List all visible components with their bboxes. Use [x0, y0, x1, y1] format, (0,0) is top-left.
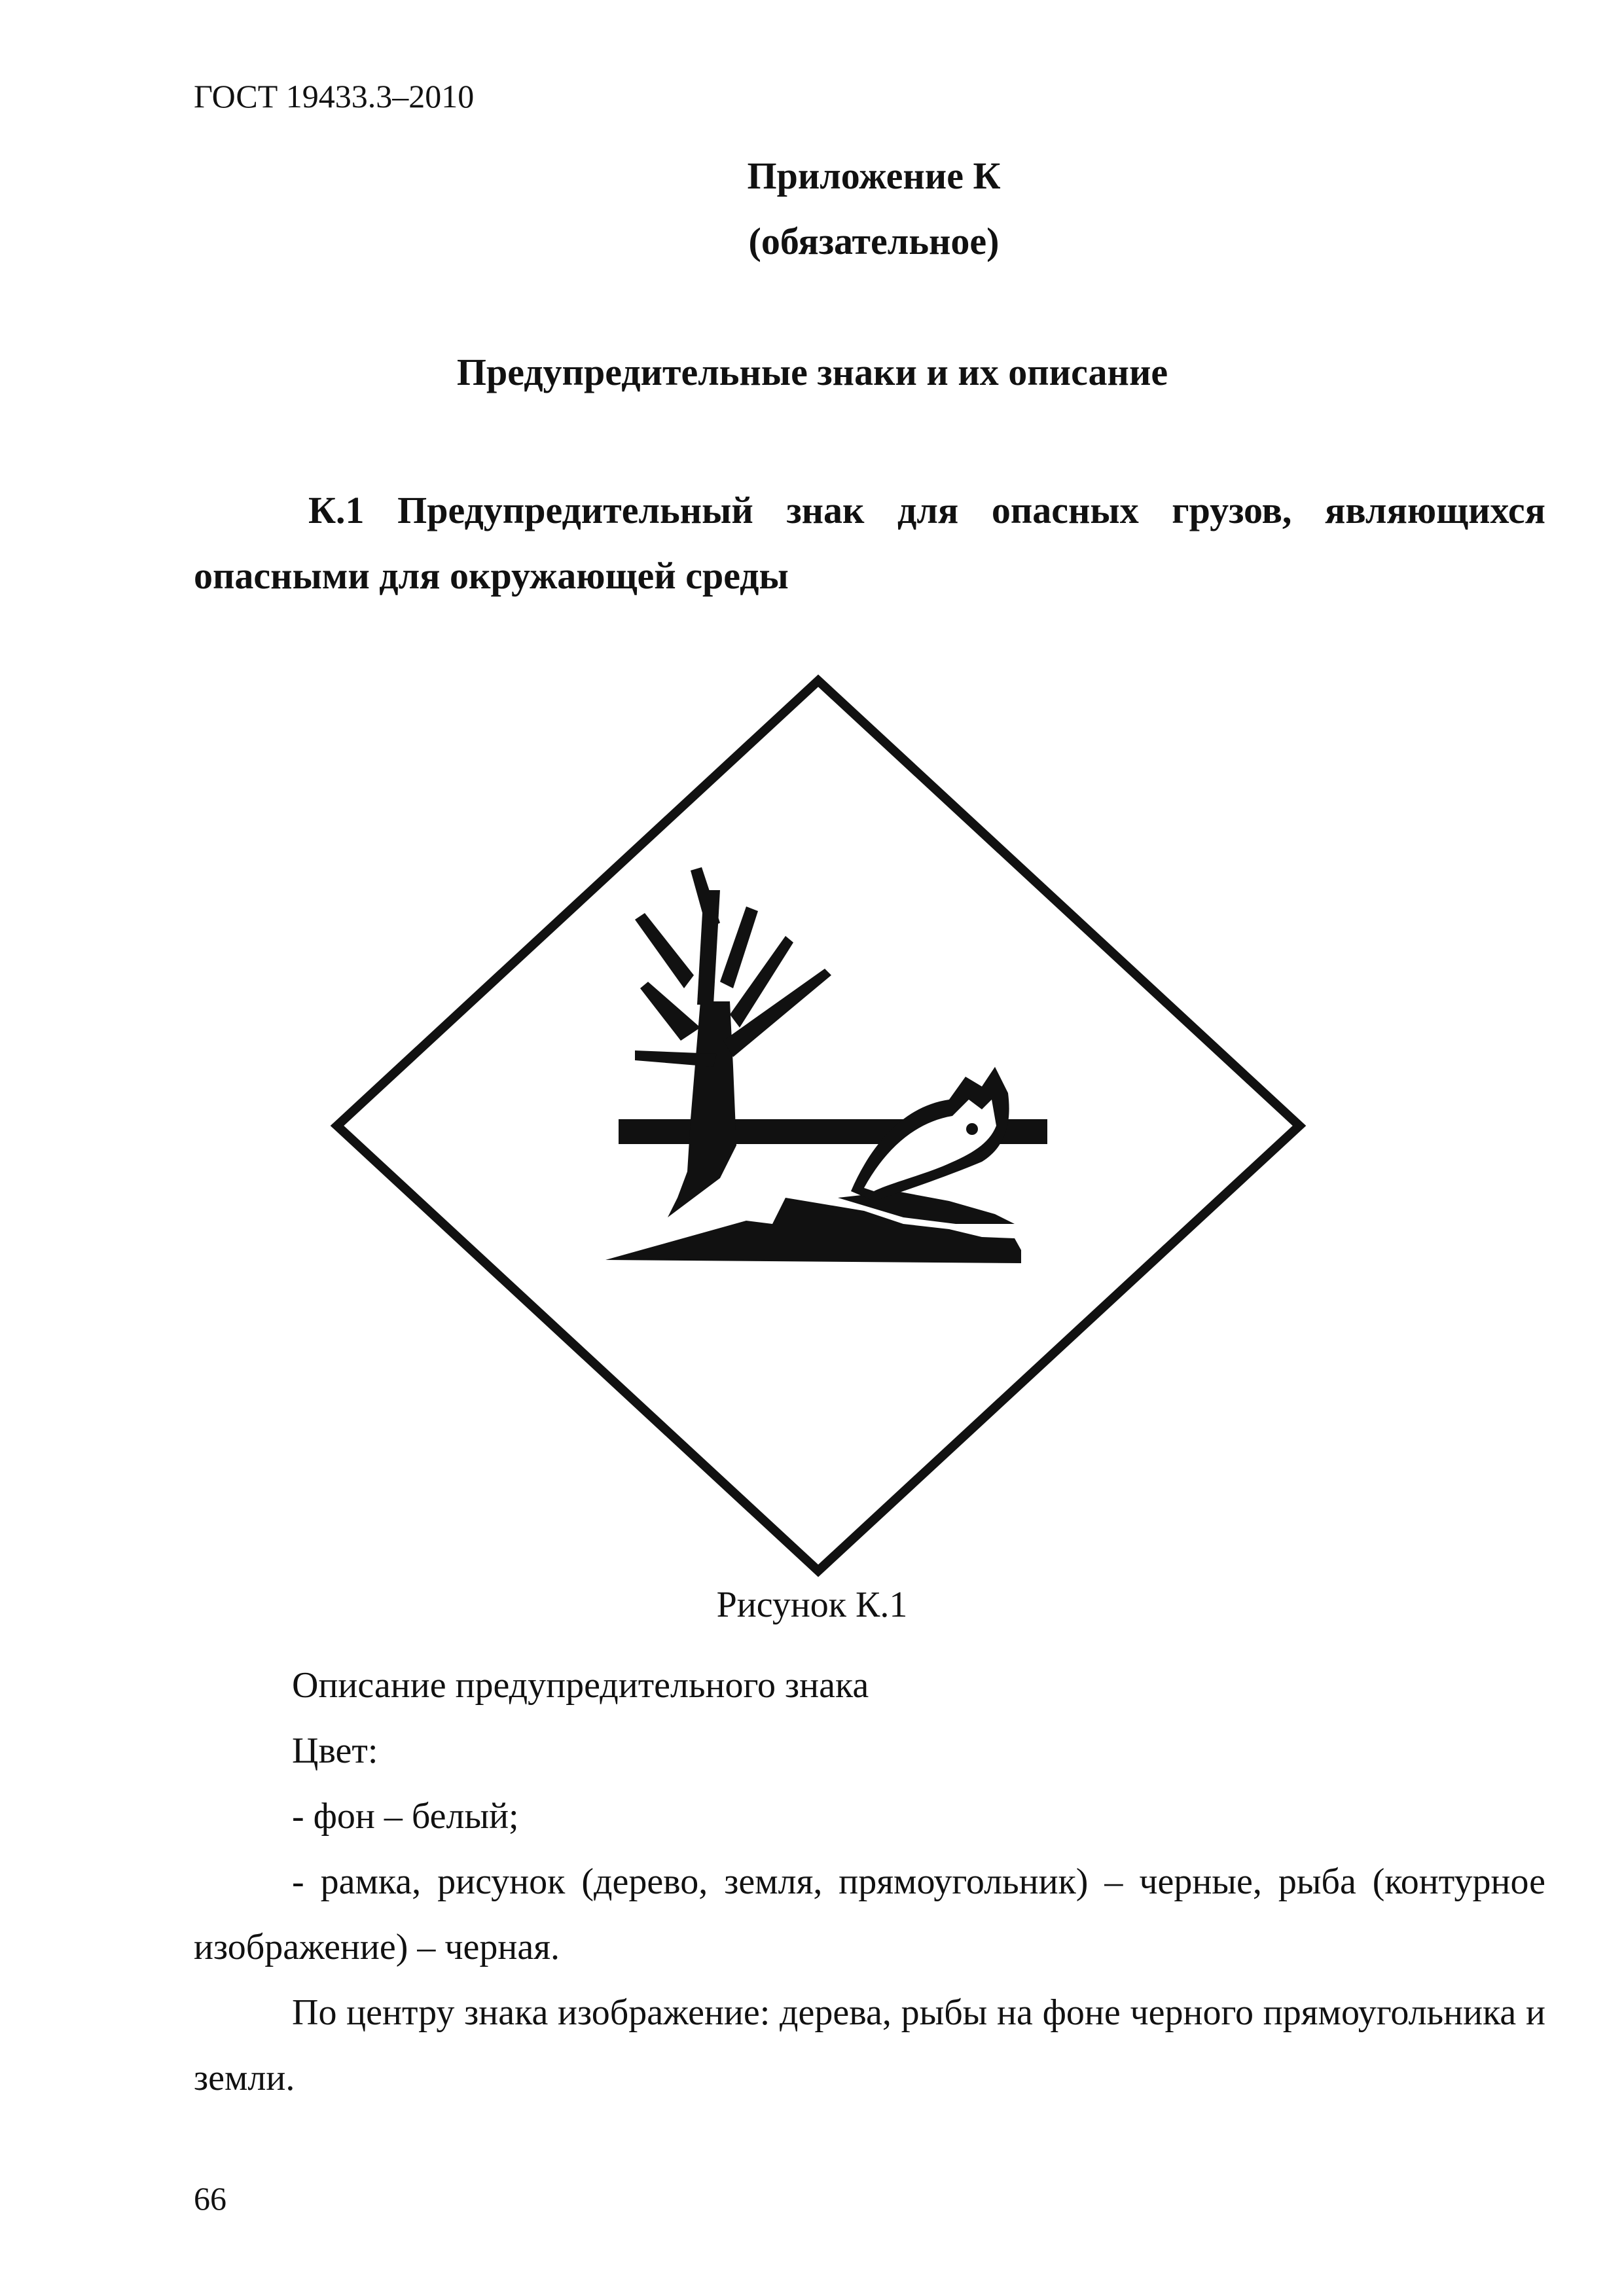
appendix-subtitle: (обязательное) [748, 220, 1000, 262]
warning-sign-figure [327, 674, 1309, 1577]
section-title: Предупредительные знаки и их описание [456, 351, 1168, 393]
environmental-hazard-icon [327, 674, 1309, 1577]
color-label: Цвет: [292, 1731, 378, 1771]
figure-caption: Рисунок К.1 [716, 1585, 908, 1625]
clause-title: К.1 Предупредительный знак для опасных грузов, являющихся опасными для окружающей среды [194, 489, 1545, 597]
list-item-background: - фон – белый; [292, 1796, 519, 1837]
description-heading: Описание предупредительного знака [292, 1665, 869, 1706]
page-number: 66 [194, 2180, 226, 2217]
standard-code: ГОСТ 19433.3–2010 [194, 78, 475, 115]
appendix-title: Приложение К [747, 154, 1001, 197]
center-description: По центру знака изображение: дерева, рыбы на фоне черного прямоугольника и земли. [194, 1992, 1545, 2098]
list-item-frame: - рамка, рисунок (дерево, земля, прямоугольник) – черные, рыба (контурное изображение) – черная. [194, 1861, 1545, 1967]
